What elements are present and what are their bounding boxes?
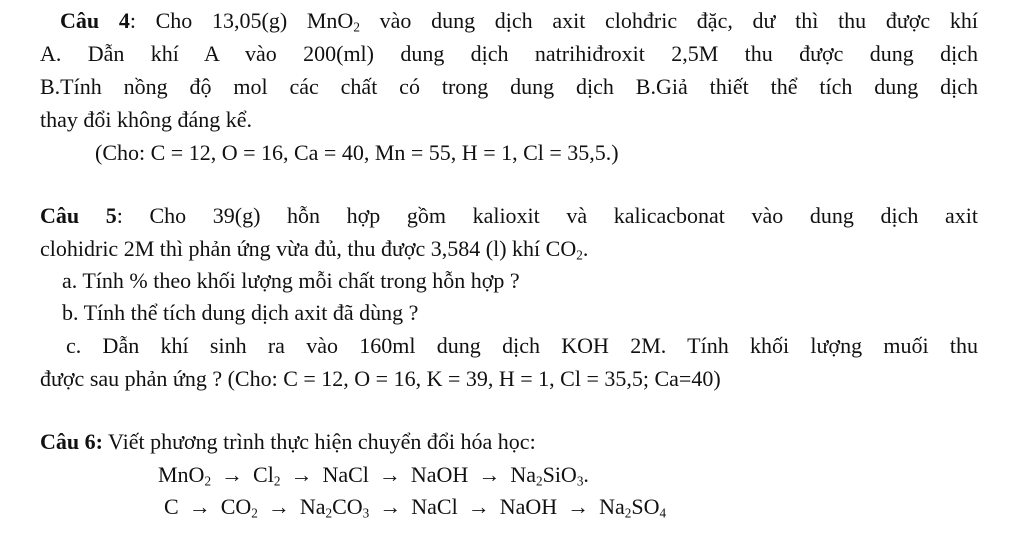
- chemical-formula: $Na_2SO_4$: [599, 494, 667, 521]
- q5-line-1: Câu 5: Cho 39(g) hỗn hợp gồm kalioxit và kalicacbonat vào dung dịch axit: [40, 203, 978, 228]
- q5-part-c: c. Dẫn khí sinh ra vào 160ml dung dịch KOH 2M. Tính khối lượng muối thu: [66, 333, 978, 358]
- chemical-formula: NaOH: [410, 462, 469, 487]
- arrow-icon: →: [567, 494, 590, 519]
- chemical-formula: $Na_2CO_3$: [299, 494, 370, 521]
- arrow-icon: →: [188, 494, 211, 519]
- q4-line-1: Câu 4: Cho 13,05(g) MnO$_2$ vào dung dịch axit clohđric đặc, dư thì thu được khí: [60, 8, 979, 35]
- q4-line-4: thay đổi không đáng kể.: [40, 107, 253, 132]
- q6-chain-2: [164, 493, 666, 521]
- q6-chain-1: [158, 461, 589, 489]
- q4-label: Câu 4: [60, 8, 130, 33]
- q5-line-2: clohidric 2M thì phản ứng vừa đủ, thu được 3,584 (l) khí $CO_2$.: [40, 236, 589, 263]
- chemical-formula: NaOH: [499, 494, 558, 519]
- arrow-icon: →: [467, 494, 490, 519]
- chemical-formula: MnO$_2$: [158, 462, 212, 489]
- chemical-formula: C: [164, 494, 179, 519]
- q5-part-b: b. Tính thể tích dung dịch axit đã dùng ?: [62, 300, 419, 325]
- q5-label: Câu 5: [40, 203, 117, 228]
- chemical-formula: $CO_2$: [220, 494, 258, 521]
- q5-part-a: a. Tính % theo khối lượng mỗi chất trong hỗn hợp ?: [62, 268, 520, 293]
- q6-line-1: Câu 6: Viết phương trình thực hiện chuyển đổi hóa học:: [40, 429, 536, 454]
- chemical-formula: NaCl: [322, 462, 369, 487]
- arrow-icon: →: [478, 462, 501, 487]
- arrow-icon: →: [378, 462, 401, 487]
- q6-label: Câu 6:: [40, 429, 103, 454]
- arrow-icon: →: [379, 494, 402, 519]
- chemical-formula: NaCl: [411, 494, 458, 519]
- q4-line-3: B.Tính nồng độ mol các chất có trong dung dịch B.Giả thiết thể tích dung dịch: [40, 74, 978, 99]
- q4-given: (Cho: C = 12, O = 16, Ca = 40, Mn = 55, H = 1, Cl = 35,5.): [95, 140, 619, 165]
- q5-part-c-cont: được sau phản ứng ? (Cho: C = 12, O = 16, K = 39, H = 1, Cl = 35,5; Ca=40): [40, 366, 721, 391]
- chemical-formula: $Na_2SiO_3$.: [510, 462, 589, 489]
- arrow-icon: →: [267, 494, 290, 519]
- chemical-formula: $Cl_2$: [253, 462, 281, 489]
- q4-line-2: A. Dẫn khí A vào 200(ml) dung dịch natrihiđroxit 2,5M thu được dung dịch: [40, 41, 978, 66]
- arrow-icon: →: [290, 462, 313, 487]
- arrow-icon: →: [221, 462, 244, 487]
